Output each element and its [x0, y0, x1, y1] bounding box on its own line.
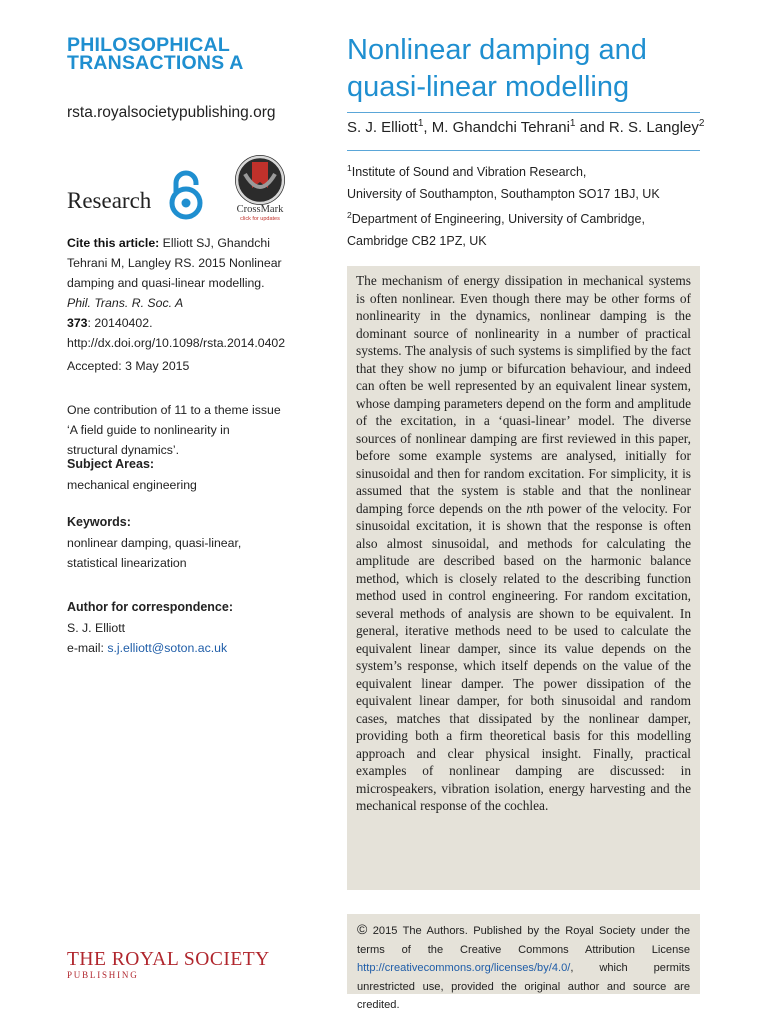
crossmark-sublabel: click for updates [240, 216, 280, 222]
license-text-end: , which permits unrestricted use, provided the original author and source are credited. [357, 962, 690, 1011]
authors-divider [347, 150, 700, 151]
copyright-symbol: © [357, 921, 368, 937]
affiliation-mark: 1 [347, 163, 352, 173]
license-box [347, 914, 700, 1011]
journal-logo [67, 36, 244, 72]
article-title-line1: Nonlinear damping and [347, 34, 647, 66]
open-access-lock-icon[interactable] [166, 170, 206, 220]
subject-areas-value: mechanical engineering [67, 478, 197, 492]
correspondence [67, 597, 282, 658]
crossmark-badge[interactable] [229, 154, 291, 224]
author-list [347, 118, 704, 136]
keywords [67, 512, 282, 573]
journal-website[interactable]: rsta.royalsocietypublishing.org [67, 104, 276, 121]
author-affiliation-mark: 1 [417, 118, 424, 129]
article-title [347, 32, 647, 106]
publisher-subname: PUBLISHING [67, 970, 139, 980]
abstract-part1: The mechanism of energy dissipation in mechanical systems is often nonlinear. Even though there may be other forms of nonlinearity in the dynamics, nonlinear damping is the dominant source of nonlinearity in a number of practical systems. The analysis of such systems is simplified by the fact that they show no jump or bifurcation behaviour, and indeed can often be well represented by an equivalent linear system, whose damping parameters depend on the form and amplitude of the excitation, in a ‘quasi-linear’ model. The diverse sources of nonlinear damping are first reviewed in this paper, before some example systems are analysed, initially for sinusoidal and then for random excitation. For simplicity, it is assumed that the system is stable and that the nonlinear damping force depends on the [356, 273, 691, 516]
license-link[interactable]: http://creativecommons.org/licenses/by/4.0/ [357, 962, 571, 974]
author-separator: , [423, 119, 432, 136]
theme-issue-note: One contribution of 11 to a theme issue ‘A field guide to nonlinearity in structural dynamics’. [67, 403, 281, 457]
author-name: M. Ghandchi Tehrani [431, 119, 570, 136]
license-text: 2015 The Authors. Published by the Royal Society under the terms of the Creative Commons Attribution License [357, 925, 690, 956]
citation-volume: 373 [67, 316, 88, 330]
correspondence-heading: Author for correspondence: [67, 600, 233, 614]
citation-label: Cite this article: [67, 236, 160, 250]
correspondence-name: S. J. Elliott [67, 621, 126, 635]
journal-name-line1: PHILOSOPHICAL [67, 34, 230, 56]
author-name: R. S. Langley [608, 119, 699, 136]
crossmark-label: CrossMark [236, 204, 284, 215]
publisher-name: THE ROYAL SOCIETY [67, 949, 270, 970]
subject-areas-heading: Subject Areas: [67, 457, 155, 471]
author-separator: and [575, 119, 609, 136]
section-label: Research [67, 188, 152, 213]
journal-name-line2: TRANSACTIONS A [67, 52, 244, 74]
affiliation-line: Cambridge CB2 1PZ, UK [347, 233, 487, 248]
keywords-heading: Keywords: [67, 515, 131, 529]
affiliation-line: Institute of Sound and Vibration Research, [351, 165, 587, 180]
affiliation-line: University of Southampton, Southampton SO17 1BJ, UK [347, 186, 660, 201]
crossmark-icon [229, 154, 291, 206]
affiliation-line: Department of Engineering, University of Cambridge, [351, 212, 645, 227]
accepted-date: Accepted: 3 May 2015 [67, 359, 190, 373]
citation-article-number: : 20140402. [87, 316, 153, 330]
keywords-value: nonlinear damping, quasi-linear, statistical linearization [67, 536, 242, 570]
email-link[interactable]: s.j.elliott@soton.ac.uk [107, 641, 228, 655]
author-affiliation-mark: 2 [698, 118, 705, 129]
title-divider [347, 112, 700, 113]
email-label: e-mail: [67, 641, 108, 655]
author-name: S. J. Elliott [347, 119, 418, 136]
article-title-line2: quasi-linear modelling [347, 71, 630, 103]
citation-block [67, 233, 286, 353]
abstract-italic-n: n [526, 500, 534, 516]
author-affiliation-mark: 1 [569, 118, 576, 129]
citation-text: Elliott SJ, Ghandchi Tehrani M, Langley RS. 2015 Nonlinear damping and quasi-linear modelling. [67, 236, 282, 290]
affiliations [347, 158, 660, 252]
abstract-part2: th power of the velocity. For sinusoidal excitation, it is shown that the response is often also almost sinusoidal, and methods for calculating the amplitude are described based on the harmonic balance method, which is closely related to the describing function method used in control engineering. For random excitation, several methods of analysis are shown to be equivalent. In general, iterative methods need to be used to calculate the equivalent linear damper, since its value depends on the system’s response, which itself depends on the value of the equivalent linear damper. The power dissipation of the equivalent linear damper, for both sinusoidal and random cases, matches that dissipated by the nonlinear damper, providing both a firm theoretical basis for this modelling approach and clear physical insight. Finally, practical examples of nonlinear damping are discussed: in microspeakers, vibration isolation, energy harvesting and the mechanical response of the cochlea. [356, 500, 692, 813]
affiliation-mark: 2 [347, 210, 352, 221]
citation-journal: Phil. Trans. R. Soc. A [67, 296, 184, 310]
abstract-box [347, 266, 700, 890]
abstract-text [356, 272, 691, 815]
subject-areas [67, 454, 282, 495]
citation-doi[interactable]: http://dx.doi.org/10.1098/rsta.2014.0402 [67, 336, 286, 350]
royal-society-publishing-logo [67, 950, 270, 980]
